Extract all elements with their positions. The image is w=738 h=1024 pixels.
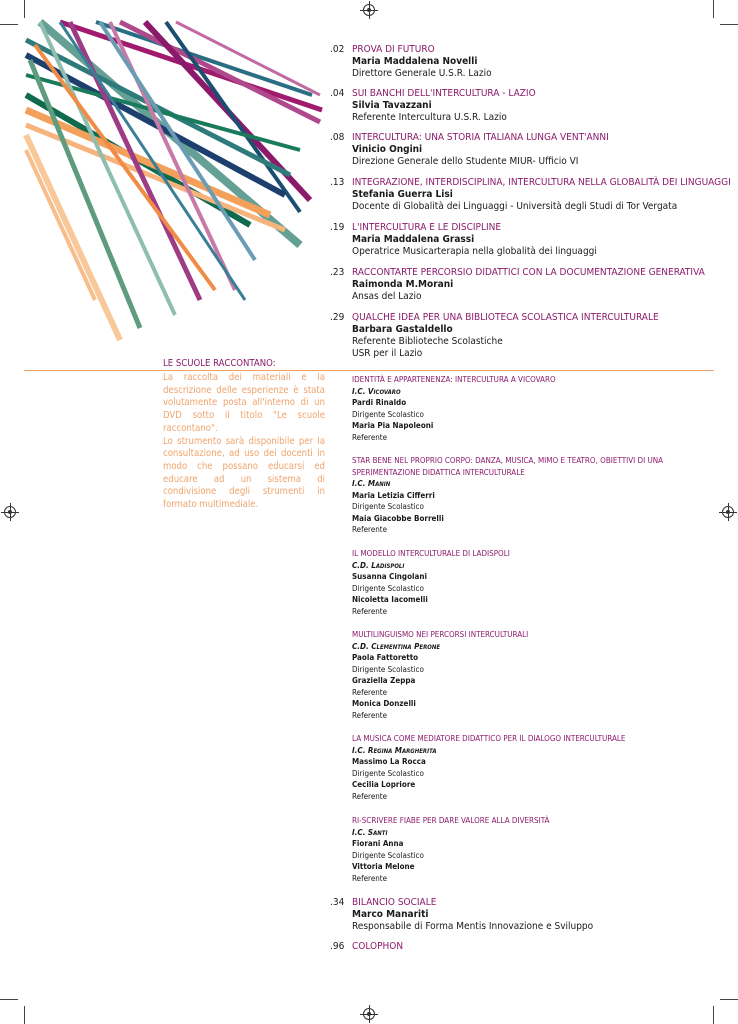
toc-role: Ansas del Lazio (352, 291, 422, 302)
school-name: I.C. Regina Margherita (352, 745, 437, 755)
toc-author: Stefania Guerra Lisi (352, 189, 453, 200)
page-number: .19 (330, 222, 345, 233)
toc-title: RACCONTARTE PERCORSIO DIDATTICI CON LA DOCUMENTAZIONE GENERATIVA (352, 267, 705, 278)
registration-mark-icon (363, 1008, 375, 1020)
person-role: Referente (352, 791, 388, 801)
toc-entry-body (352, 44, 722, 80)
sidebar-title: LE SCUOLE RACCONTANO: (163, 358, 276, 369)
toc-role: Referente Biblioteche Scolastiche (352, 336, 503, 347)
sidebar-paragraph: La raccolta dei materiali e la descrizione delle esperienze è stata volutamente posta all'interno di un DVD sotto il titolo "Le scuole raccontano". (163, 372, 325, 434)
toc-role: USR per il Lazio (352, 348, 423, 359)
school-name: I.C. Manin (352, 479, 391, 488)
person-name: Graziella Zeppa (352, 676, 416, 685)
school-entry (352, 629, 712, 721)
toc-role: Operatrice Musicarterapia nella globalità dei linguaggi (352, 246, 597, 257)
person-role: Referente (352, 606, 388, 616)
toc-role: Direzione Generale dello Studente MIUR- Ufficio VI (352, 156, 579, 167)
page-number: .23 (330, 267, 345, 278)
page-number: .02 (330, 44, 345, 55)
toc-entry-body (352, 267, 722, 303)
crop-mark (720, 999, 738, 1000)
person-role: Dirigente Scolastico (352, 850, 424, 860)
school-project-title: IL MODELLO INTERCULTURALE DI LADISPOLI (352, 549, 510, 558)
toc-title: INTEGRAZIONE, INTERDISCIPLINA, INTERCULTURA NELLA GLOBALITÀ DEI LINGUAGGI (352, 177, 731, 188)
school-project-title: MULTILINGUISMO NEI PERCORSI INTERCULTURALI (352, 630, 529, 639)
toc-title: SUI BANCHI DELL'INTERCULTURA - LAZIO (352, 88, 536, 99)
toc-title: QUALCHE IDEA PER UNA BIBLIOTECA SCOLASTICA INTERCULTURALE (352, 312, 659, 323)
sidebar-description (163, 372, 325, 512)
crop-mark (0, 999, 18, 1000)
toc-role: Direttore Generale U.S.R. Lazio (352, 68, 492, 79)
toc-title: PROVA DI FUTURO (352, 44, 435, 55)
school-name: I.C. Vicovaro (352, 386, 401, 396)
person-role: Dirigente Scolastico (352, 502, 424, 511)
toc-role: Responsabile di Forma Mentis Innovazione e Sviluppo (352, 921, 594, 932)
school-project-title: IDENTITÀ E APPARTENENZA: INTERCULTURA A VICOVARO (352, 375, 556, 384)
person-name: Susanna Cingolani (352, 572, 427, 581)
toc-author: Marco Manariti (352, 909, 429, 920)
person-name: Vittoria Melone (352, 862, 415, 871)
crop-mark (713, 1006, 714, 1024)
toc-title: L'INTERCULTURA E LE DISCIPLINE (352, 222, 502, 233)
person-name: Fiorani Anna (352, 839, 404, 848)
ribbon-graphic (0, 0, 340, 360)
page-number: .29 (330, 312, 345, 323)
person-name: Cecilia Lopriore (352, 780, 416, 789)
toc-title: COLOPHON (352, 941, 404, 952)
toc-role: Docente di Globalità dei Linguaggi - Università degli Studi di Tor Vergata (352, 201, 678, 212)
toc-entry-body (352, 177, 731, 213)
person-name: Maia Giacobbe Borrelli (352, 513, 444, 523)
school-name: C.D. Ladispoli (352, 560, 405, 570)
page-number: .08 (330, 132, 345, 143)
toc-entry-body (352, 88, 722, 124)
school-project-title: STAR BENE NEL PROPRIO CORPO: DANZA, MUSICA, MIMO E TEATRO, OBIETTIVI DI UNA SPERIMENTAZIONE DIDATTICA INTERCULTURALE (352, 456, 664, 477)
crop-mark (24, 1006, 25, 1024)
person-role: Dirigente Scolastico (352, 664, 424, 674)
person-role: Referente (352, 710, 388, 720)
person-name: Pardi Rinaldo (352, 398, 407, 407)
school-name: C.D. Clementina Perone (352, 641, 441, 651)
person-role: Referente (352, 873, 388, 883)
page-number: .96 (330, 941, 345, 952)
toc-role: Referente Intercultura U.S.R. Lazio (352, 112, 507, 123)
school-entry (352, 374, 712, 443)
toc-author: Vinicio Ongini (352, 144, 423, 155)
school-entry (352, 733, 712, 802)
registration-mark-icon (722, 506, 734, 518)
divider (24, 370, 714, 371)
person-role: Referente (352, 432, 388, 442)
toc-author: Raimonda M.Morani (352, 279, 454, 290)
school-entry (352, 815, 712, 884)
page-number: .04 (330, 88, 345, 99)
registration-mark-icon (363, 4, 375, 16)
crop-mark (713, 0, 714, 18)
sidebar-paragraph: Lo strumento sarà disponibile per la consultazione, ad uso dei docenti in modo che possano educarsi ed educare ad un sistema di condivisione degli strumenti in formato multimediale. (163, 435, 325, 511)
toc-author: Silvia Tavazzani (352, 100, 432, 111)
toc-entry-body (352, 312, 722, 360)
person-name: Nicoletta Iacomelli (352, 595, 428, 604)
toc-entry-body (352, 897, 722, 933)
toc-author: Barbara Gastaldello (352, 324, 453, 335)
registration-mark-icon (4, 506, 16, 518)
person-role: Dirigente Scolastico (352, 768, 424, 778)
toc-entry-body (352, 222, 722, 258)
school-entry (352, 455, 712, 536)
school-project-title: RI-SCRIVERE FIABE PER DARE VALORE ALLA DIVERSITÀ (352, 816, 550, 825)
person-name: Monica Donzelli (352, 699, 416, 708)
person-name: Maria Pia Napoleoni (352, 421, 434, 430)
person-name: Paola Fattoretto (352, 653, 419, 662)
person-role: Referente (352, 525, 388, 534)
toc-author: Maria Maddalena Novelli (352, 56, 478, 67)
toc-author: Maria Maddalena Grassi (352, 234, 475, 245)
page-number: .34 (330, 897, 345, 908)
school-name: I.C. Santi (352, 827, 388, 837)
person-role: Dirigente Scolastico (352, 583, 424, 593)
crop-mark (720, 24, 738, 25)
toc-title: INTERCULTURA: UNA STORIA ITALIANA LUNGA VENT'ANNI (352, 132, 609, 143)
person-role: Referente (352, 687, 388, 697)
toc-entry-body (352, 132, 722, 168)
school-entry (352, 548, 712, 617)
person-name: Maria Letizia Cifferri (352, 490, 435, 500)
school-project-title: LA MUSICA COME MEDIATORE DIDATTICO PER IL DIALOGO INTERCULTURALE (352, 734, 626, 743)
person-name: Massimo La Rocca (352, 757, 426, 766)
person-role: Dirigente Scolastico (352, 409, 424, 419)
page-number: .13 (330, 177, 345, 188)
toc-title: BILANCIO SOCIALE (352, 897, 437, 908)
toc-entry-body (352, 941, 722, 953)
